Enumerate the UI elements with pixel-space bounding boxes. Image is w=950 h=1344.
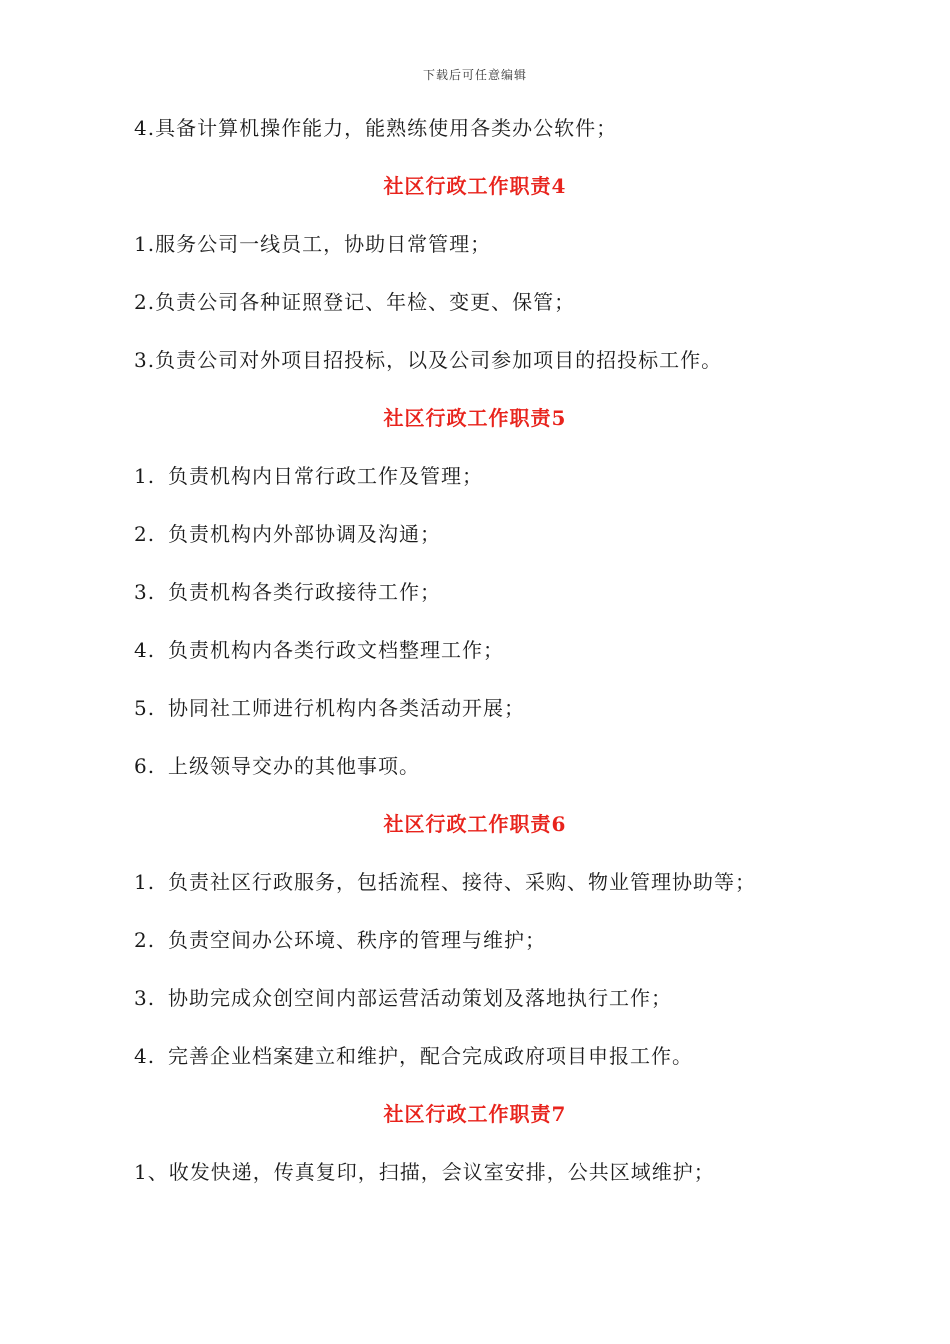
item-text: 负责机构内外部协调及沟通； xyxy=(168,522,441,546)
item-number: 6. xyxy=(134,754,156,778)
list-item xyxy=(134,234,834,254)
item-text: 负责公司对外项目招投标，以及公司参加项目的招投标工作。 xyxy=(155,348,723,372)
item-text: 收发快递，传真复印，扫描，会议室安排，公共区域维护； xyxy=(168,1160,715,1184)
item-text: 具备计算机操作能力，能熟练使用各类办公软件； xyxy=(155,116,618,140)
list-item xyxy=(134,1046,834,1066)
list-item xyxy=(134,118,834,138)
item-number: 4. xyxy=(134,1044,156,1068)
item-number: 2. xyxy=(134,522,156,546)
list-item xyxy=(134,640,834,660)
list-item xyxy=(134,582,834,602)
item-number: 3. xyxy=(134,348,156,372)
item-text: 负责机构各类行政接待工作； xyxy=(168,580,441,604)
list-item xyxy=(134,872,834,892)
item-text: 负责社区行政服务，包括流程、接待、采购、物业管理协助等； xyxy=(168,870,756,894)
list-item xyxy=(134,466,834,486)
item-text: 完善企业档案建立和维护，配合完成政府项目申报工作。 xyxy=(168,1044,693,1068)
item-text: 负责公司各种证照登记、年检、变更、保管； xyxy=(155,290,576,314)
header-note: 下载后可任意编辑 xyxy=(422,68,527,82)
item-number: 5. xyxy=(134,696,156,720)
item-number: 3. xyxy=(134,580,156,604)
item-text: 负责空间办公环境、秩序的管理与维护； xyxy=(168,928,546,952)
item-number: 1. xyxy=(134,464,156,488)
item-text: 负责机构内各类行政文档整理工作； xyxy=(168,638,504,662)
section-heading: 社区行政工作职责7 xyxy=(383,1102,567,1126)
item-number: 4. xyxy=(134,638,156,662)
section-heading: 社区行政工作职责6 xyxy=(383,812,567,836)
item-number: 4. xyxy=(134,116,156,140)
list-item xyxy=(134,350,834,370)
list-item xyxy=(134,698,834,718)
list-item xyxy=(134,292,834,312)
section-heading: 社区行政工作职责4 xyxy=(383,174,567,198)
item-number: 1. xyxy=(134,232,156,256)
item-number: 2. xyxy=(134,290,156,314)
item-number: 2. xyxy=(134,928,156,952)
list-item xyxy=(134,756,834,776)
item-number: 1. xyxy=(134,870,156,894)
list-item xyxy=(134,988,834,1008)
list-item xyxy=(134,1162,834,1182)
item-text: 负责机构内日常行政工作及管理； xyxy=(168,464,483,488)
item-text: 协同社工师进行机构内各类活动开展； xyxy=(168,696,525,720)
item-number: 1、 xyxy=(134,1160,169,1184)
list-item xyxy=(134,930,834,950)
item-number: 3. xyxy=(134,986,156,1010)
item-text: 服务公司一线员工，协助日常管理； xyxy=(155,232,492,256)
item-text: 上级领导交办的其他事项。 xyxy=(168,754,420,778)
document-body xyxy=(134,118,834,1220)
list-item xyxy=(134,524,834,544)
item-text: 协助完成众创空间内部运营活动策划及落地执行工作； xyxy=(168,986,672,1010)
section-heading: 社区行政工作职责5 xyxy=(383,406,567,430)
